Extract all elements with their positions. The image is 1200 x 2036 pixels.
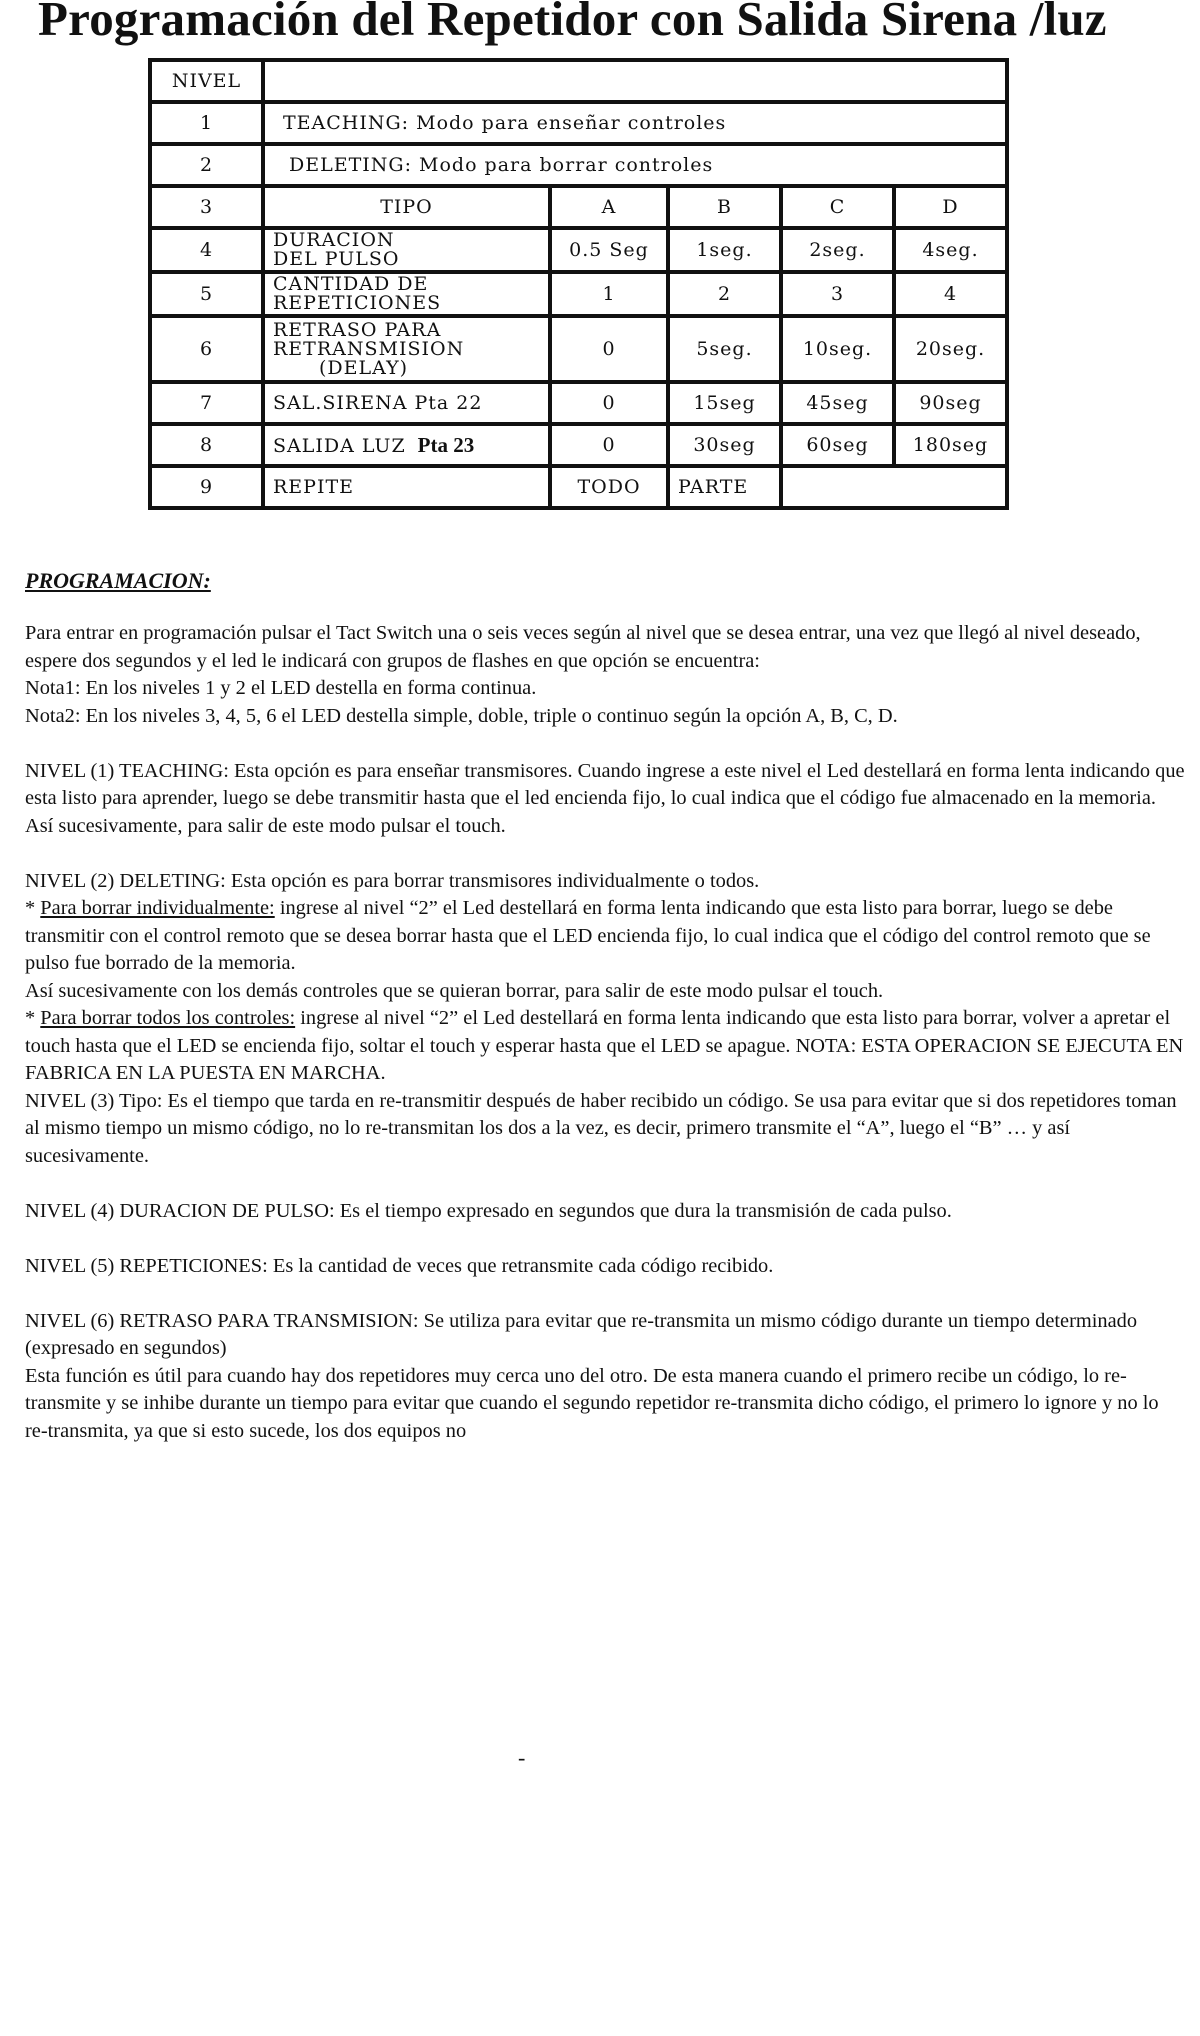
option-value: 10seg. [781,316,894,382]
option-value: 180seg [894,424,1007,466]
level-number: 2 [150,144,263,186]
level-label-line: (DELAY) [319,356,409,379]
level-label: TIPO [263,186,550,228]
table-row [150,60,1007,102]
level-label [263,424,550,466]
page-marker: - [518,1745,526,1770]
level-number: 1 [150,102,263,144]
option-value: 90seg [894,382,1007,424]
option-value: 0 [550,424,668,466]
option-value: PARTE [668,466,781,508]
pin-label: Pta 23 [417,432,475,457]
level-number: 3 [150,186,263,228]
level-label: REPITE [263,466,550,508]
table-row [150,382,1007,424]
underlined-lead: Para borrar todos los controles: [40,1007,296,1029]
option-value: 15seg [668,382,781,424]
level-label [263,316,550,382]
level-label-line: RETRANSMISION [273,337,465,360]
level-label [263,228,550,272]
table-row [150,144,1007,186]
level-label-line: DEL PULSO [273,248,400,270]
level-number: 4 [150,228,263,272]
option-value: 4 [894,272,1007,316]
paragraph: NIVEL (6) RETRASO PARA TRANSMISION: Se utiliza para evitar que re-transmita un mismo código durante un tiempo determinado (expresado en segundos) [25,1309,1138,1359]
option-header-d: D [894,186,1007,228]
option-value: 30seg [668,424,781,466]
paragraph: Así sucesivamente con los demás controles que se quieran borrar, para salir de este modo pulsar el touch. [25,979,884,1002]
table-row [150,466,1007,508]
option-header-a: A [550,186,668,228]
paragraph: NIVEL (2) DELETING: Esta opción es para borrar transmisores individualmente o todos. [25,869,760,892]
option-value: 2 [668,272,781,316]
option-value: 5seg. [668,316,781,382]
table-row [150,316,1007,382]
table-row [150,424,1007,466]
option-value: 60seg [781,424,894,466]
option-value: 2seg. [781,228,894,272]
level-number: 9 [150,466,263,508]
option-value: 0 [550,316,668,382]
paragraph-text: ingrese al nivel “2” el Led destellará en forma lenta indicando que esta listo para borrar, volver a apretar el touch hasta que el LED se encienda fijo, soltar el touch y esperar hasta que el LED se apague. NOTA: ESTA OPERACION SE EJECUTA EN FABRICA EN LA PUESTA EN MARCHA. [25,1007,1184,1084]
level-number: 8 [150,424,263,466]
table-cell [781,466,1007,508]
option-value: 3 [781,272,894,316]
table-row [150,272,1007,316]
option-value: 45seg [781,382,894,424]
option-value: 20seg. [894,316,1007,382]
level-number: 7 [150,382,263,424]
paragraph: Así sucesivamente, para salir de este modo pulsar el touch. [25,814,506,837]
level-label-line: REPETICIONES [273,292,442,314]
instructions-body [25,620,1185,1445]
table-row [150,186,1007,228]
level-number: 5 [150,272,263,316]
table-header-nivel: NIVEL [150,60,263,102]
paragraph: NIVEL (3) Tipo: Es el tiempo que tarda en re-transmitir después de haber recibido un código. Se usa para evitar que si dos repetidores toman al mismo tiempo un mismo código, no lo re-transmitan los dos a la vez, es decir, primero transmite el “A”, luego el “B” … y así sucesivamente. [25,1089,1177,1167]
level-label: SAL.SIRENA Pta 22 [263,382,550,424]
note: Nota2: En los niveles 3, 4, 5, 6 el LED destella simple, doble, triple o continuo según la opción A, B, C, D. [25,704,898,727]
page-title: Programación del Repetidor con Salida Sirena /luz [38,0,1107,46]
option-value: 1seg. [668,228,781,272]
level-label-line: DURACION [273,229,395,251]
option-value: TODO [550,466,668,508]
table-cell [263,60,1007,102]
paragraph: NIVEL (1) TEACHING: Esta opción es para enseñar transmisores. Cuando ingrese a este nivel el Led destellará en forma lenta indicando que esta listo para aprender, luego se debe transmitir hasta que el led encienda fijo, lo cual indica que el código fue almacenado en la memoria. [25,759,1185,809]
level-description: DELETING: Modo para borrar controles [263,144,1007,186]
paragraph-text: ingrese al nivel “2” el Led destellará en forma lenta indicando que esta listo para borrar, luego se debe transmitir con el control remoto que se desea borrar hasta que el LED encienda fijo, lo cual indica que el código del control remoto que se pulso fue borrado de la memoria. [25,897,1151,974]
option-header-c: C [781,186,894,228]
level-label [263,272,550,316]
level-number: 6 [150,316,263,382]
option-header-b: B [668,186,781,228]
level-label-line: RETRASO PARA [273,318,442,341]
level-label-line: CANTIDAD DE [273,273,429,295]
paragraph: NIVEL (4) DURACION DE PULSO: Es el tiempo expresado en segundos que dura la transmisión de cada pulso. [25,1199,952,1222]
table-row [150,102,1007,144]
paragraph: Para entrar en programación pulsar el Tact Switch una o seis veces según al nivel que se desea entrar, una vez que llegó al nivel deseado, espere dos segundos y el led le indicará con grupos de flashes en que opción se encuentra: [25,622,1141,672]
underlined-lead: Para borrar individualmente: [40,897,275,919]
paragraph: * Para borrar todos los controles: ingrese al nivel “2” el Led destellará en forma lenta indicando que esta listo para borrar, volver a apretar el touch hasta que el LED se encienda fijo, soltar el touch y esperar hasta que el LED se apague. NOTA: ESTA OPERACION SE EJECUTA EN FABRICA EN LA PUESTA EN MARCHA. [25,1007,1184,1084]
option-value: 4seg. [894,228,1007,272]
level-description: TEACHING: Modo para enseñar controles [263,102,1007,144]
option-value: 1 [550,272,668,316]
note: Nota1: En los niveles 1 y 2 el LED destella en forma continua. [25,677,537,699]
levels-table [148,58,1009,510]
option-value: 0 [550,382,668,424]
level-label-text: SALIDA LUZ [273,434,406,457]
paragraph: NIVEL (5) REPETICIONES: Es la cantidad de veces que retransmite cada código recibido. [25,1254,774,1277]
option-value: 0.5 Seg [550,228,668,272]
paragraph: Esta función es útil para cuando hay dos repetidores muy cerca uno del otro. De esta manera cuando el primero recibe un código, lo re-transmite y se inhibe durante un tiempo para evitar que cuando el segundo repetidor re-transmita dicho código, el primero lo ignore y no lo re-transmita, ya que si esto sucede, los dos equipos no [25,1364,1159,1442]
section-heading: PROGRAMACION: [25,568,211,593]
table-row [150,228,1007,272]
paragraph: * Para borrar individualmente: ingrese al nivel “2” el Led destellará en forma lenta indicando que esta listo para borrar, luego se debe transmitir con el control remoto que se desea borrar hasta que el LED encienda fijo, lo cual indica que el código del control remoto que se pulso fue borrado de la memoria. [25,897,1151,974]
